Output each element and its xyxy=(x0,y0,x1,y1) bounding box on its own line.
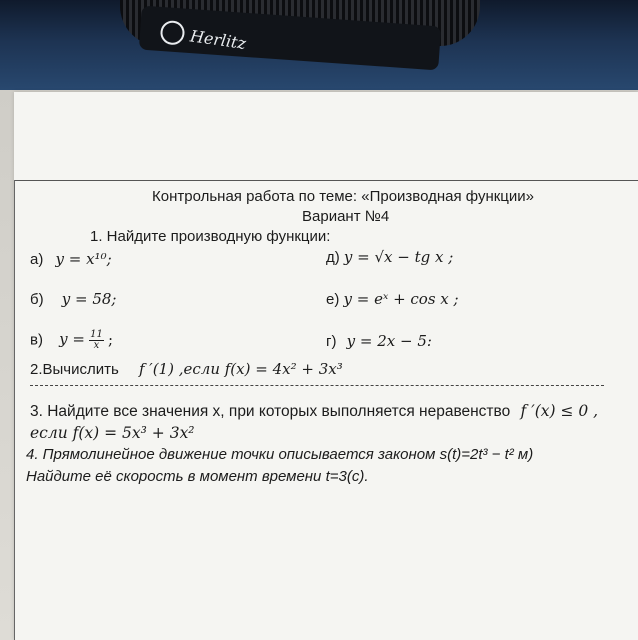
task3-line2: если f(x) = 5x³ + 3x² xyxy=(30,424,195,442)
item-b-expr: y = 58; xyxy=(61,290,117,308)
item-d-label: д) xyxy=(326,249,340,266)
item-v xyxy=(30,330,113,351)
worksheet-title: Контрольная работа по теме: «Производная функции» xyxy=(152,188,534,205)
item-a-label: а) xyxy=(30,251,44,268)
logo-icon xyxy=(159,19,186,46)
task4-line2: Найдите её скорость в момент времени t=3(с). xyxy=(26,468,369,485)
item-g-label: г) xyxy=(326,333,337,350)
item-v-denominator: x xyxy=(93,340,100,351)
item-g-expr: y = 2x − 5: xyxy=(346,332,432,350)
item-d-expr: y = √x − tg x ; xyxy=(343,248,454,266)
task1-heading: 1. Найдите производную функции: xyxy=(90,228,331,245)
item-v-lhs: y = xyxy=(59,330,85,349)
item-v-fraction xyxy=(89,330,104,351)
frame-top-line xyxy=(14,180,638,181)
task3-line1 xyxy=(30,402,598,421)
task3-text: 3. Найдите все значения x, при которых выполняется неравенство xyxy=(30,403,511,420)
task2 xyxy=(30,360,343,378)
task3-inequality: f ′(x) ≤ 0 , xyxy=(520,402,599,420)
task2-expr: f ′(1) ,если f(x) = 4x² + 3x³ xyxy=(138,360,343,378)
backpack xyxy=(0,0,638,90)
item-v-tail: ; xyxy=(108,330,114,349)
item-e xyxy=(326,290,459,308)
frame-left-line xyxy=(14,180,15,640)
item-b xyxy=(30,290,117,308)
task4-line1: 4. Прямолинейное движение точки описывается законом s(t)=2t³ − t² м) xyxy=(26,446,534,463)
item-a xyxy=(30,250,112,268)
item-d xyxy=(326,248,453,266)
variant-label: Вариант №4 xyxy=(302,208,390,225)
item-e-expr: y = eˣ + cos x ; xyxy=(343,290,459,308)
item-v-numerator: 11 xyxy=(90,329,103,340)
item-e-label: е) xyxy=(326,291,340,308)
item-b-label: б) xyxy=(30,291,44,308)
item-g xyxy=(326,332,432,350)
item-a-expr: y = x¹⁰; xyxy=(55,250,112,268)
task2-text: 2.Вычислить xyxy=(30,361,119,378)
logo-text: Herlitz xyxy=(189,25,248,53)
cut-line xyxy=(30,385,604,386)
item-v-label: в) xyxy=(30,331,43,349)
